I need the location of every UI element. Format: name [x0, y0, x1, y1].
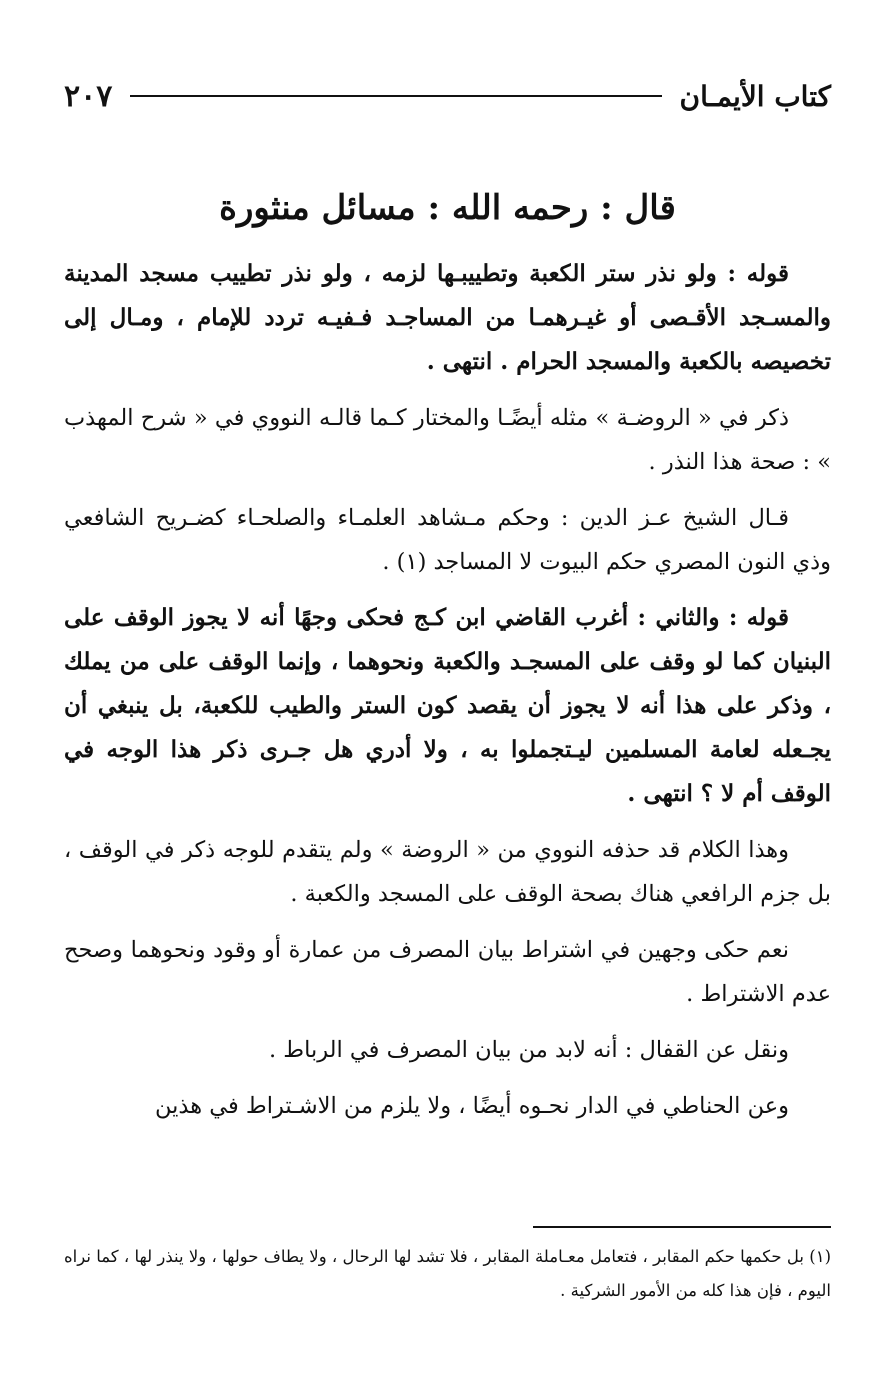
paragraph: قـال الشيخ عـز الدين : وحكم مـشاهد العلمـاء والصلحـاء كضـريح الشافعي وذي النون المصري حكم البيوت لا المساجد (١) .	[64, 505, 831, 575]
paragraph: قوله : والثاني : أغرب القاضي ابن كـج فحكى وجهًا أنه لا يجوز الوقف على البنيان كما لو وقف على المسجـد والكعبة ونحوهما ، وإنما الوقف على من يملك ، وذكر على هذا أنه لا يجوز أن يقصد كون الستر والطيب للكعبة، بل ينبغي أن يجـعله لعامة المسلمين ليـتجملوا به ، ولا أدري هل جـرى ذكر هذا الوجه في الوقف أم لا ؟ انتهى .	[64, 604, 831, 807]
paragraph: نعم حكى وجهين في اشتراط بيان المصرف من عمارة أو وقود ونحوهما وصحح عدم الاشتراط .	[64, 937, 831, 1007]
header-rule	[130, 95, 661, 97]
paragraph: وعن الحناطي في الدار نحـوه أيضًا ، ولا يلزم من الاشـتراط في هذين	[155, 1093, 789, 1119]
paragraph: ذكر في « الروضـة » مثله أيضًـا والمختار كـما قالـه النووي في « شرح المهذب » : صحة هذا النذر .	[64, 405, 831, 475]
page-header	[64, 68, 831, 124]
paragraph: وهذا الكلام قد حذفه النووي من « الروضة » ولم يتقدم للوجه ذكر في الوقف ، بل جزم الرافعي هناك بصحة الوقف على المسجد والكعبة .	[64, 837, 831, 907]
paragraph: ونقل عن القفال : أنه لابد من بيان المصرف في الرباط .	[269, 1037, 789, 1063]
footnote-rule	[533, 1226, 831, 1228]
section-title: قال : رحمه الله : مسائل منثورة	[219, 188, 676, 228]
page-number: ٢٠٧	[64, 78, 113, 114]
paragraph: قوله : ولو نذر ستر الكعبة وتطييبـها لزمه ، ولو نذر تطييب مسجد المدينة والمسـجد الأقـصى أو غيـرهمـا من المساجـد فـفيـه تردد للإمام ، ومـال إلى تخصيصه بالكعبة والمسجد الحرام . انتهى .	[64, 260, 831, 375]
footnote: (١) بل حكمها حكم المقابر ، فتعامل معـاملة المقابر ، فلا تشد لها الرحال ، ولا يطاف حولها ، ولا ينذر لها ، كما نراه اليوم ، فإن هذا كله من الأمور الشركية .	[64, 1247, 831, 1300]
running-title: كتاب الأيمـان	[679, 79, 831, 113]
body-text	[64, 252, 831, 1140]
